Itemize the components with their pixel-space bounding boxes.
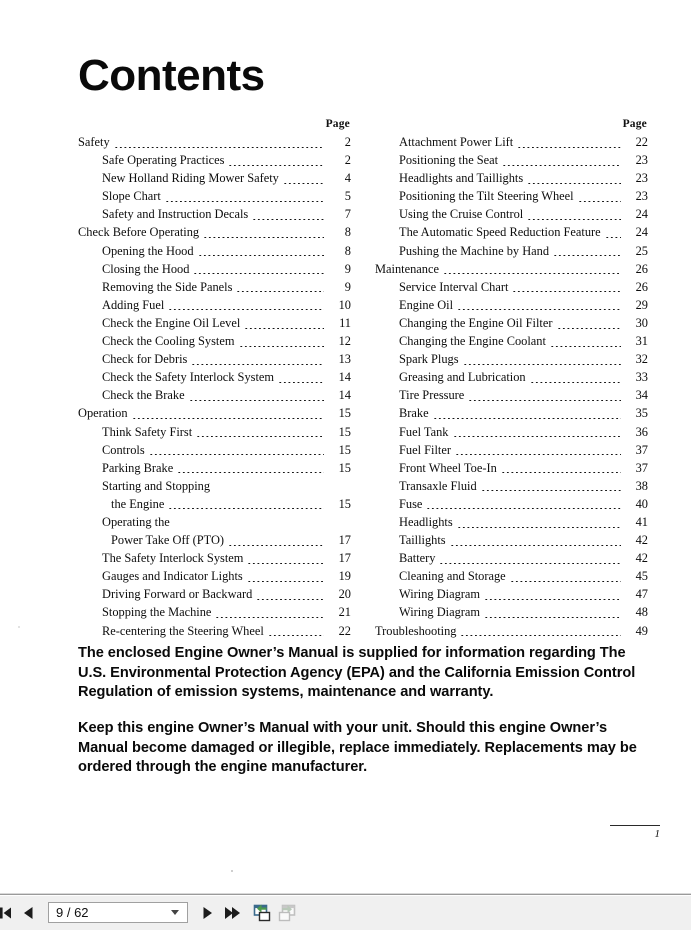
toc-entry-page-number: 42: [635, 533, 648, 548]
toc-entry-page-number: 37: [635, 442, 648, 457]
toc-entry-page-number: 35: [635, 406, 648, 421]
toc-entry-page-number: 14: [338, 370, 351, 385]
toc-leader-dots: [527, 183, 621, 184]
last-page-icon: [223, 906, 243, 920]
page-number-combobox[interactable]: [48, 902, 188, 923]
toc-entry-page-number: 8: [344, 243, 351, 258]
toc-leader-dots: [468, 400, 621, 401]
toc-entry-page-number: 42: [635, 551, 648, 566]
toc-entry[interactable]: [375, 332, 648, 350]
toc-entry-page-number: 31: [635, 334, 648, 349]
toc-leader-dots: [501, 472, 621, 473]
toc-leader-dots: [283, 183, 324, 184]
toc-entry-page-number: 32: [635, 352, 648, 367]
toc-entry-label: Changing the Engine Coolant: [399, 334, 546, 349]
toc-entry-page-number: 17: [338, 533, 351, 548]
toc-entry[interactable]: [375, 223, 648, 241]
toc-entry-label: Using the Cruise Control: [399, 207, 524, 222]
toc-entry-page-number: 40: [635, 496, 648, 511]
toc-leader-dots: [553, 255, 621, 256]
toc-leader-dots: [196, 436, 324, 437]
toc-leader-dots: [228, 545, 324, 546]
toc-leader-dots: [215, 617, 324, 618]
last-page-button[interactable]: [220, 900, 246, 926]
toc-entry-label: Power Take Off (PTO): [111, 533, 225, 548]
toc-entry[interactable]: [375, 296, 648, 314]
toc-entry-label: Maintenance: [375, 261, 439, 276]
toc-leader-dots: [114, 147, 324, 148]
toc-entry-label: Check the Safety Interlock System: [102, 370, 275, 385]
toc-entry-label: Opening the Hood: [102, 243, 194, 258]
toc-leader-dots: [455, 454, 621, 455]
toc-leader-dots: [450, 545, 621, 546]
toc-entry[interactable]: [78, 350, 351, 368]
toc-entry-page-number: 8: [344, 225, 351, 240]
toc-leader-dots: [189, 400, 324, 401]
toc-entry-page-number: 30: [635, 315, 648, 330]
toc-page-column-header-left: Page: [325, 118, 350, 130]
toc-entry-label: Starting and Stopping: [102, 478, 211, 493]
toc-entry-label: Transaxle Fluid: [399, 478, 477, 493]
toc-leader-dots: [502, 165, 621, 166]
toc-entry-page-number: 13: [338, 352, 351, 367]
toc-entry-page-number: 2: [344, 153, 351, 168]
previous-page-icon: [21, 906, 37, 920]
toc-leader-dots: [605, 237, 621, 238]
toc-leader-dots: [191, 364, 324, 365]
toc-entry[interactable]: [78, 585, 351, 603]
toc-entry-label: The Automatic Speed Reduction Feature: [399, 225, 601, 240]
toc-entry-page-number: 37: [635, 460, 648, 475]
toc-entry[interactable]: [375, 585, 648, 603]
toc-entry[interactable]: [78, 567, 351, 585]
next-view-icon: [277, 903, 299, 923]
toc-entry-label: Battery: [399, 551, 436, 566]
toc-entry[interactable]: [78, 368, 351, 386]
toc-entry[interactable]: [78, 169, 351, 187]
toc-leader-dots: [214, 490, 324, 491]
toc-entry-page-number: 20: [338, 587, 351, 602]
toc-entry[interactable]: [78, 622, 351, 640]
toc-entry-page-number: 48: [635, 605, 648, 620]
toc-entry-page-number: 38: [635, 478, 648, 493]
toc-leader-dots: [578, 201, 621, 202]
toc-entry-page-number: 47: [635, 587, 648, 602]
toc-entry-page-number: 33: [635, 370, 648, 385]
toc-entry[interactable]: [375, 423, 648, 441]
toc-leader-dots: [244, 328, 324, 329]
toc-leader-dots: [426, 508, 621, 509]
toc-entry-label: Taillights: [399, 533, 446, 548]
toc-list-right: [375, 133, 648, 640]
next-page-button[interactable]: [194, 900, 220, 926]
toc-entry-label: Troubleshooting: [375, 623, 457, 638]
toc-entry-page-number: 22: [338, 623, 351, 638]
toc-leader-dots: [510, 581, 621, 582]
toc-entry-page-number: 12: [338, 334, 351, 349]
toc-entry[interactable]: [78, 242, 351, 260]
toc-leader-dots: [278, 382, 324, 383]
toc-entry-label: Controls: [102, 442, 145, 457]
toc-entry[interactable]: [78, 404, 351, 422]
toc-entry[interactable]: [375, 151, 648, 169]
toc-entry-label: Check the Brake: [102, 388, 185, 403]
toc-entry[interactable]: [78, 332, 351, 350]
toc-entry[interactable]: [78, 278, 351, 296]
toc-entry-label: Think Safety First: [102, 424, 193, 439]
toc-entry[interactable]: [78, 296, 351, 314]
toc-leader-dots: [268, 635, 324, 636]
toc-entry-page-number: 11: [339, 315, 351, 330]
toc-entry-label: Service Interval Chart: [399, 279, 509, 294]
toc-entry[interactable]: [375, 404, 648, 422]
toc-entry-label: Positioning the Seat: [399, 153, 499, 168]
toc-entry[interactable]: [78, 386, 351, 404]
toc-leader-dots: [443, 273, 621, 274]
toc-leader-dots: [247, 581, 324, 582]
toc-entry-page-number: 15: [338, 424, 351, 439]
toc-entry[interactable]: [375, 314, 648, 332]
toc-leader-dots: [174, 527, 324, 528]
toc-entry[interactable]: [78, 513, 351, 531]
toc-entry-page-number: 25: [635, 243, 648, 258]
toc-entry-label: Wiring Diagram: [399, 605, 481, 620]
first-page-button[interactable]: [0, 900, 16, 926]
toc-entry-label: Safe Operating Practices: [102, 153, 225, 168]
toc-entry-page-number: 24: [635, 225, 648, 240]
toc-entry-page-number: 14: [338, 388, 351, 403]
toc-leader-dots: [228, 165, 324, 166]
toc-entry[interactable]: [78, 603, 351, 621]
toc-entry-label: Re-centering the Steering Wheel: [102, 623, 264, 638]
toc-leader-dots: [484, 599, 621, 600]
toc-entry-page-number: 22: [635, 135, 648, 149]
toc-entry-page-number: 10: [338, 297, 351, 312]
toc-entry[interactable]: [375, 133, 648, 151]
previous-view-icon: [253, 903, 275, 923]
footer-page-number: 1: [654, 828, 660, 840]
toc-entry-label: Headlights and Taillights: [399, 171, 524, 186]
page-number-value: 9 / 62: [56, 905, 89, 920]
toc-entry[interactable]: [375, 567, 648, 585]
toc-entry[interactable]: [78, 459, 351, 477]
toc-entry-page-number: 36: [635, 424, 648, 439]
next-page-icon: [199, 906, 215, 920]
toc-entry[interactable]: [375, 441, 648, 459]
toc-entry-page-number: 4: [344, 171, 351, 186]
toc-entry-label: Fuse: [399, 496, 423, 511]
next-view-button[interactable]: [276, 900, 300, 926]
scan-artifact: [231, 870, 233, 872]
toc-leader-dots: [439, 563, 621, 564]
toc-leader-dots: [132, 418, 324, 419]
toc-entry[interactable]: [375, 513, 648, 531]
toc-entry-page-number: 45: [635, 569, 648, 584]
toc-entry-label: Operating the: [102, 514, 170, 529]
toc-entry[interactable]: [375, 169, 648, 187]
toc-entry-label: Fuel Tank: [399, 424, 449, 439]
toc-entry-label: Tire Pressure: [399, 388, 465, 403]
toc-entry-label: Check for Debris: [102, 352, 188, 367]
footer-divider: [610, 825, 660, 826]
first-page-icon: [0, 906, 16, 920]
page-title: Contents: [78, 51, 265, 100]
toc-list-left: [78, 133, 351, 640]
owners-manual-notice-paragraph: Keep this engine Owner’s Manual with your unit. Should this engine Owner’s Manual become damaged or illegible, replace immediately. Replacements may be ordered through the engine manufacturer.: [78, 720, 637, 776]
toc-leader-dots: [239, 346, 324, 347]
toc-entry-label: Wiring Diagram: [399, 587, 481, 602]
toc-entry-page-number: 7: [344, 207, 351, 222]
toc-entry-page-number: 21: [338, 605, 351, 620]
toc-leader-dots: [168, 309, 324, 310]
toc-leader-dots: [193, 273, 324, 274]
toc-entry-label: Pushing the Machine by Hand: [399, 243, 550, 258]
toc-entry[interactable]: [78, 133, 351, 151]
toc-entry-page-number: 9: [344, 279, 351, 294]
toc-column-right: [375, 118, 648, 640]
toc-leader-dots: [457, 527, 621, 528]
toc-entry-page-number: 15: [338, 460, 351, 475]
toc-entry[interactable]: [78, 205, 351, 223]
epa-notice-paragraph: The enclosed Engine Owner’s Manual is supplied for information regarding The U.S. Environmental Protection Agency (EPA) and the California Emission Control Regulation of emission systems, maintenance and warranty.: [78, 645, 636, 701]
toc-entry-label: Removing the Side Panels: [102, 279, 233, 294]
toc-entry-label: Front Wheel Toe-In: [399, 460, 497, 475]
toc-entry[interactable]: [375, 386, 648, 404]
toc-entry-label: Positioning the Tilt Steering Wheel: [399, 189, 574, 204]
toc-entry-label: Check Before Operating: [78, 225, 200, 240]
toc-leader-dots: [457, 309, 621, 310]
toc-entry-label: Check the Engine Oil Level: [102, 315, 241, 330]
toc-entry-page-number: 26: [635, 261, 648, 276]
toc-entry-label: Gauges and Indicator Lights: [102, 569, 243, 584]
toc-entry-page-number: 29: [635, 297, 648, 312]
toc-leader-dots: [149, 454, 324, 455]
toc-entry[interactable]: [375, 549, 648, 567]
toc-entry[interactable]: [375, 495, 648, 513]
toc-entry-label: Driving Forward or Backward: [102, 587, 253, 602]
toc-entry-label: Greasing and Lubrication: [399, 370, 526, 385]
toc-leader-dots: [198, 255, 324, 256]
toc-entry-page-number: 17: [338, 551, 351, 566]
toc-entry-page-number: 34: [635, 388, 648, 403]
toc-entry[interactable]: [78, 314, 351, 332]
toc-entry-page-number: 15: [338, 496, 351, 511]
toc-entry-label: Attachment Power Lift: [399, 135, 514, 149]
toc-leader-dots: [550, 346, 621, 347]
toc-entry-page-number: 41: [635, 514, 648, 529]
toc-entry[interactable]: [78, 531, 351, 549]
toc-entry-label: New Holland Riding Mower Safety: [102, 171, 279, 186]
toc-entry[interactable]: [375, 260, 648, 278]
toc-entry[interactable]: [375, 187, 648, 205]
toc-entry[interactable]: [78, 549, 351, 567]
toc-leader-dots: [460, 635, 621, 636]
toc-entry[interactable]: [78, 223, 351, 241]
toc-entry-page-number: 23: [635, 189, 648, 204]
toc-page-column-header-right: Page: [622, 118, 647, 130]
toc-entry[interactable]: [375, 459, 648, 477]
toc-leader-dots: [453, 436, 622, 437]
toc-entry[interactable]: [375, 205, 648, 223]
toc-entry[interactable]: [78, 477, 351, 495]
toc-entry[interactable]: [375, 368, 648, 386]
toc-leader-dots: [527, 219, 621, 220]
toc-entry[interactable]: [375, 350, 648, 368]
toc-entry-label: Check the Cooling System: [102, 334, 235, 349]
toc-entry-page-number: 15: [338, 406, 351, 421]
toc-leader-dots: [557, 328, 622, 329]
toc-entry-page-number: 9: [344, 261, 351, 276]
toc-entry[interactable]: [78, 187, 351, 205]
toc-entry-page-number: 23: [635, 153, 648, 168]
pdf-navigation-toolbar: [0, 894, 691, 930]
toc-entry[interactable]: [78, 151, 351, 169]
toc-entry-label: Closing the Hood: [102, 261, 190, 276]
toc-leader-dots: [433, 418, 621, 419]
toc-entry-label: Safety and Instruction Decals: [102, 207, 249, 222]
toc-entry-label: the Engine: [111, 496, 165, 511]
toc-entry-page-number: 19: [338, 569, 351, 584]
previous-view-button[interactable]: [252, 900, 276, 926]
toc-entry[interactable]: [375, 603, 648, 621]
toc-leader-dots: [236, 291, 324, 292]
toc-entry-label: Adding Fuel: [102, 297, 165, 312]
toc-leader-dots: [247, 563, 324, 564]
previous-page-button[interactable]: [16, 900, 42, 926]
toc-leader-dots: [481, 490, 621, 491]
toc-entry[interactable]: [375, 622, 648, 640]
toc-entry[interactable]: [78, 495, 351, 513]
toc-entry-page-number: 26: [635, 279, 648, 294]
toc-leader-dots: [168, 508, 324, 509]
toc-leader-dots: [177, 472, 324, 473]
toc-entry-label: Operation: [78, 406, 128, 421]
toc-entry-label: Parking Brake: [102, 460, 174, 475]
toc-entry-label: Brake: [399, 406, 429, 421]
toc-leader-dots: [484, 617, 621, 618]
toc-entry-label: Safety: [78, 135, 110, 149]
toc-entry-page-number: 5: [344, 189, 351, 204]
toc-entry-page-number: 24: [635, 207, 648, 222]
toc-leader-dots: [530, 382, 621, 383]
toc-entry-label: Headlights: [399, 514, 453, 529]
toc-entry-page-number: 49: [635, 623, 648, 638]
toc-entry-page-number: 2: [344, 135, 351, 149]
toc-leader-dots: [512, 291, 621, 292]
toc-entry-label: Fuel Filter: [399, 442, 451, 457]
toc-leader-dots: [252, 219, 324, 220]
toc-leader-dots: [165, 201, 324, 202]
toc-entry-label: The Safety Interlock System: [102, 551, 244, 566]
toc-entry-label: Spark Plugs: [399, 352, 459, 367]
toc-entry[interactable]: [78, 423, 351, 441]
toc-leader-dots: [463, 364, 621, 365]
scan-artifact-left: [18, 626, 20, 628]
toc-entry[interactable]: [375, 242, 648, 260]
toc-entry-page-number: 15: [338, 442, 351, 457]
toc-leader-dots: [203, 237, 324, 238]
toc-entry[interactable]: [375, 477, 648, 495]
toc-leader-dots: [517, 147, 621, 148]
chevron-down-icon[interactable]: [167, 903, 187, 922]
toc-entry-label: Engine Oil: [399, 297, 454, 312]
toc-entry[interactable]: [78, 260, 351, 278]
toc-entry-label: Changing the Engine Oil Filter: [399, 315, 553, 330]
toc-entry[interactable]: [375, 531, 648, 549]
toc-entry[interactable]: [375, 278, 648, 296]
toc-entry-label: Cleaning and Storage: [399, 569, 506, 584]
toc-leader-dots: [256, 599, 324, 600]
toc-column-left: [78, 118, 351, 640]
toc-entry-label: Stopping the Machine: [102, 605, 212, 620]
toc-entry-page-number: 23: [635, 171, 648, 186]
toc-entry[interactable]: [78, 441, 351, 459]
toc-entry-label: Slope Chart: [102, 189, 161, 204]
